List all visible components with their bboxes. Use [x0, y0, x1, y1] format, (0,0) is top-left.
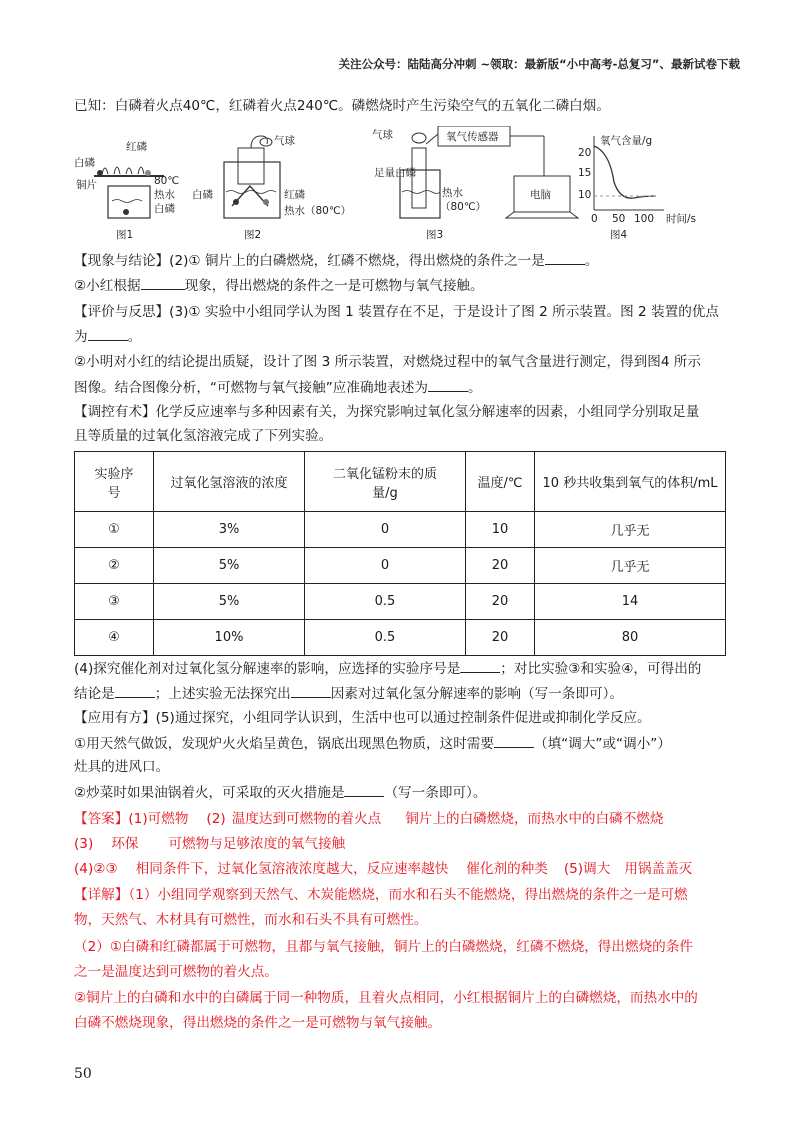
figure-1 [74, 140, 179, 241]
table-row: ② 5% 0 20 几乎无 [75, 548, 726, 584]
table-header-row [75, 452, 726, 512]
explain-line-5: ②铜片上的白磷和水中的白磷属于同一种物质，且着火点相同，小红根据铜片上的白磷燃烧，而热水中的 [74, 990, 698, 1006]
figure-4 [578, 134, 696, 241]
explain-line-2: 物，天然气、木材具有可燃性，而水和石头不具有可燃性。 [74, 912, 428, 928]
page-header: 关注公众号：陆陆高分冲刺 ~领取：最新版“小中高考-总复习”、最新试卷下载 [338, 57, 740, 71]
fig3-label-bailing: 足量白磷 [374, 167, 416, 179]
figure-2 [192, 134, 351, 241]
figures-row [74, 126, 734, 244]
fig4-caption: 图4 [610, 229, 628, 241]
fig4-ylabel: 氧气含量/g [600, 135, 653, 147]
q5-line-1: 【应用有方】(5)通过探究，小组同学认识到，生活中也可以通过控制条件促进或抑制化学反应。 [74, 710, 651, 726]
th-seq: 实验序 号 [75, 452, 154, 512]
q5-line-2: ①用天然气做饭，发现炉火火焰呈黄色，锅底出现黑色物质，这时需要 （填“调大”或“调小”） [74, 733, 671, 754]
fig4-xtick-100: 100 [634, 213, 655, 225]
intro-line: 已知：白磷着火点40℃，红磷着火点240℃。磷燃烧时产生污染空气的五氧化二磷白烟。 [74, 98, 610, 114]
fig3-label-computer: 电脑 [530, 189, 551, 201]
th-temperature: 温度/℃ [466, 452, 535, 512]
fig3-label-temp: （80℃） [440, 201, 487, 213]
answer-line-2: (3) 环保 可燃物与足够浓度的氧气接触 [74, 836, 346, 852]
q5-line-4: ②炒菜时如果油锅着火，可采取的灭火措施是 （写一条即可）。 [74, 782, 486, 803]
fig1-caption: 图1 [116, 229, 134, 241]
answer-line-1: 【答案】(1)可燃物 (2) 温度达到可燃物的着火点 铜片上的白磷燃烧，而热水中的白磷不燃烧 [74, 811, 664, 827]
fig4-ytick-20: 20 [578, 147, 592, 159]
fig1-label-bailing-top: 白磷 [74, 157, 95, 169]
q3-line-a: 【评价与反思】(3)① 实验中小组同学认为图 1 装置存在不足，于是设计了图 2 所示装置。图 2 装置的优点 [74, 304, 719, 320]
fig4-xtick-0: 0 [591, 213, 598, 225]
fig4-ytick-10: 10 [578, 189, 592, 201]
fig2-label-hongling: 红磷 [284, 189, 305, 201]
table-row: ③ 5% 0.5 20 14 [75, 584, 726, 620]
q4-line-2: 结论是 ；上述实验无法探究出 因素对过氧化氢分解速率的影响（写一条即可）。 [74, 683, 623, 704]
fig2-label-balloon: 气球 [274, 135, 295, 147]
explain-line-6: 白磷不燃烧现象，得出燃烧的条件之一是可燃物与氧气接触。 [74, 1015, 442, 1031]
q5-line-3: 灶具的进风口。 [74, 759, 170, 775]
explain-line-1: 【详解】（1）小组同学观察到天然气、木炭能燃烧，而水和石头不能燃烧，得出燃烧的条件之一是可燃 [74, 887, 688, 903]
table-row: ① 3% 0 10 几乎无 [75, 512, 726, 548]
figures-svg [74, 126, 734, 244]
fig2-label-bailing: 白磷 [192, 189, 213, 201]
rate-line-2: 且等质量的过氧化氢溶液完成了下列实验。 [74, 428, 333, 444]
q2-line-a: 【现象与结论】(2)① 铜片上的白磷燃烧，红磷不燃烧，得出燃烧的条件之一是 。 [74, 250, 598, 271]
experiment-table [74, 451, 726, 656]
fig2-caption: 图2 [244, 229, 262, 241]
fig3-label-balloon: 气球 [372, 129, 393, 141]
th-oxygen-volume: 10 秒共收集到氧气的体积/mL [535, 452, 726, 512]
fig1-label-temp: 80℃ [154, 175, 180, 187]
rate-line-1: 【调控有术】化学反应速率与多种因素有关，为探究影响过氧化氢分解速率的因素，小组同学分别取足量 [74, 404, 700, 420]
q3-line-b2: 图像。结合图像分析，“可燃物与氧气接触”应准确地表述为 。 [74, 377, 482, 398]
fig1-label-bailing-bottom: 白磷 [154, 203, 175, 215]
explain-line-4: 之一是温度达到可燃物的着火点。 [74, 964, 278, 980]
fig1-label-hongling: 红磷 [126, 141, 147, 153]
fig4-ytick-15: 15 [578, 167, 592, 179]
page-number: 50 [74, 1066, 92, 1082]
fig4-xtick-50: 50 [612, 213, 626, 225]
q3-line-a2: 为 。 [74, 326, 141, 347]
q2-line-b: ②小红根据 现象，得出燃烧的条件之一是可燃物与氧气接触。 [74, 275, 484, 296]
table-row: ④ 10% 0.5 20 80 [75, 620, 726, 656]
th-concentration: 过氧化氢溶液的浓度 [154, 452, 305, 512]
q3-line-b: ②小明对小红的结论提出质疑，设计了图 3 所示装置，对燃烧过程中的氧气含量进行测定，得到图4 所示 [74, 354, 701, 370]
answer-line-3: (4)②③ 相同条件下，过氧化氢溶液浓度越大，反应速率越快 催化剂的种类 (5)调大 用锅盖盖灭 [74, 861, 693, 877]
fig2-label-water: 热水（80℃） [284, 205, 352, 217]
fig3-label-sensor: 氧气传感器 [446, 131, 499, 143]
fig1-label-copper: 铜片 [76, 179, 97, 191]
q4-line-1: (4)探究催化剂对过氧化氢分解速率的影响，应选择的实验序号是 ；对比实验③和实验④，可得出的 [74, 658, 701, 679]
explain-line-3: （2）①白磷和红磷都属于可燃物，且都与氧气接触，铜片上的白磷燃烧，红磷不燃烧，得出燃烧的条件 [74, 939, 693, 955]
fig3-caption: 图3 [426, 229, 444, 241]
fig4-xlabel: 时间/s [666, 213, 697, 225]
th-mno2-mass: 二氧化锰粉末的质 量/g [305, 452, 466, 512]
figure-3 [372, 126, 578, 241]
fig3-label-water: 热水 [442, 187, 463, 199]
fig1-label-water: 热水 [154, 189, 175, 201]
